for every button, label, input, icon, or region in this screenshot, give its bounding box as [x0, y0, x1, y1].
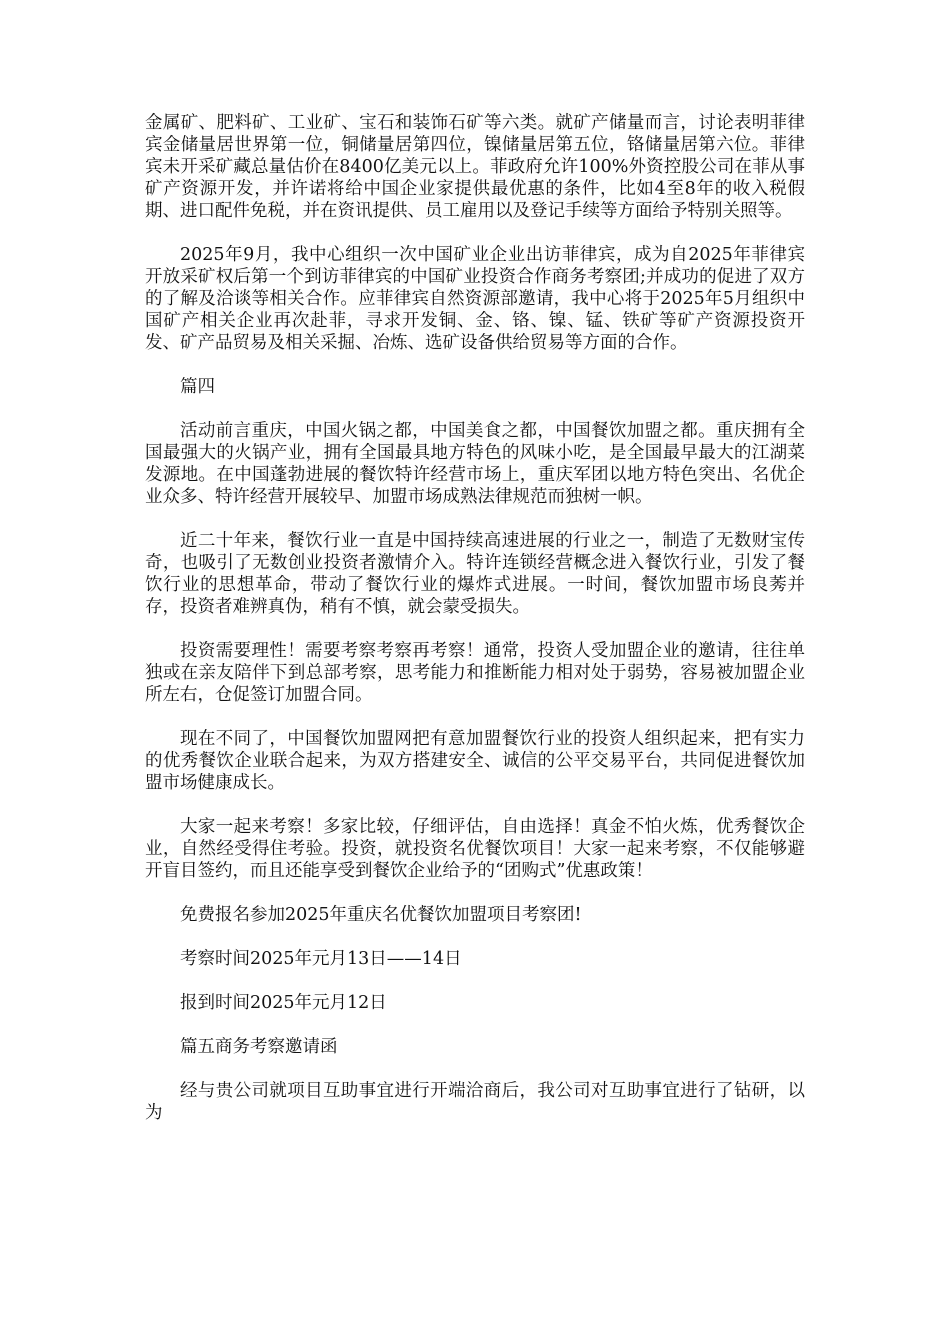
paragraph-rational-investment: 投资需要理性！需要考察考察再考察！通常，投资人受加盟企业的邀请，往往单独或在亲友陪伴下到总部考察，思考能力和推断能力相对处于弱势，容易被加盟企业所左右，仓促签订加盟合同。 [145, 641, 805, 705]
paragraph-catering-industry: 近二十年来，餐饮行业一直是中国持续高速进展的行业之一，制造了无数财宝传奇，也吸引了无数创业投资者激情介入。特许连锁经营概念进入餐饮行业，引发了餐饮行业的思想革命，带动了餐饮行业的爆炸式进展。一时间，餐饮加盟市场良莠并存，投资者难辨真伪，稍有不慎，就会蒙受损失。 [145, 531, 805, 617]
paragraph-mining-delegation: 2025年9月，我中心组织一次中国矿业企业出访菲律宾，成为自2025年菲律宾开放采矿权后第一个到访菲律宾的中国矿业投资合作商务考察团;并成功的促进了双方的了解及洽谈等相关合作。应菲律宾自然资源部邀请，我中心将于2025年5月组织中国矿产相关企业再次赴菲，寻求开发铜、金、铬、镍、锰、铁矿等矿产资源投资开发、矿产品贸易及相关采掘、冶炼、选矿设备供给贸易等方面的合作。 [145, 245, 805, 353]
section-heading-part-five: 篇五商务考察邀请函 [180, 1037, 338, 1057]
paragraph-invitation-start: 经与贵公司就项目互助事宜进行开端洽商后，我公司对互助事宜进行了钻研，以为 [145, 1081, 805, 1123]
paragraph-inspect-together: 大家一起来考察！多家比较，仔细评估，自由选择！真金不怕火炼，优秀餐饮企业，自然经受得住考验。投资，就投资名优餐饮项目！大家一起来考察，不仅能够避开盲目签约，而且还能享受到餐饮企业给予的“团购式”优惠政策！ [145, 817, 805, 881]
paragraph-registration-time: 报到时间2025年元月12日 [180, 993, 387, 1013]
paragraph-platform: 现在不同了，中国餐饮加盟网把有意加盟餐饮行业的投资人组织起来，把有实力的优秀餐饮企业联合起来，为双方搭建安全、诚信的公平交易平台，共同促进餐饮加盟市场健康成长。 [145, 729, 805, 793]
paragraph-philippines-minerals: 金属矿、肥料矿、工业矿、宝石和装饰石矿等六类。就矿产储量而言，讨论表明菲律宾金储量居世界第一位，铜储量居第四位，镍储量居第五位，铬储量居第六位。菲律宾未开采矿藏总量估价在8400亿美元以上。菲政府允许100%外资控股公司在菲从事矿产资源开发，并许诺将给中国企业家提供最优惠的条件，比如4至8年的收入税假期、进口配件免税，并在资讯提供、员工雇用以及登记手续等方面给予特别关照等。 [145, 113, 805, 221]
paragraph-chongqing-preface: 活动前言重庆，中国火锅之都，中国美食之都，中国餐饮加盟之都。重庆拥有全国最强大的火锅产业，拥有全国最具地方特色的风味小吃，是全国最早最大的江湖菜发源地。在中国蓬勃进展的餐饮特许经营市场上，重庆军团以地方特色突出、名优企业众多、特许经营开展较早、加盟市场成熟法律规范而独树一帜。 [145, 421, 805, 507]
document-body [145, 112, 805, 1146]
paragraph-free-registration: 免费报名参加2025年重庆名优餐饮加盟项目考察团! [180, 905, 582, 925]
section-heading-part-four: 篇四 [180, 377, 215, 397]
paragraph-inspection-time: 考察时间2025年元月13日——14日 [180, 949, 462, 969]
